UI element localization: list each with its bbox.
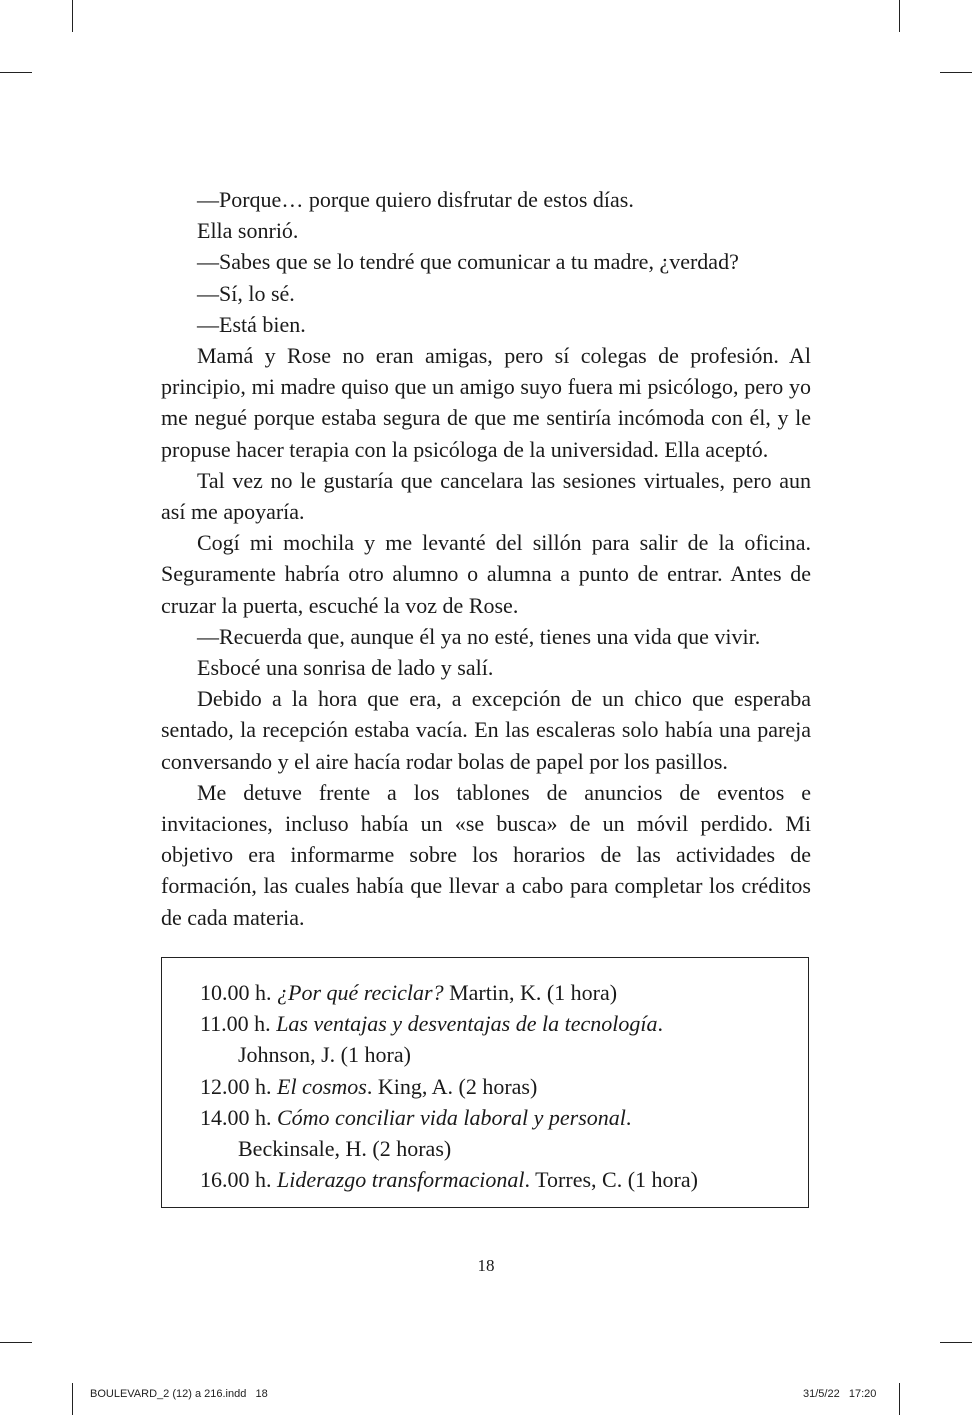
crop-mark-top-left xyxy=(72,0,73,32)
crop-mark-top-right xyxy=(899,0,900,32)
crop-mark-right-bottom xyxy=(940,1342,972,1343)
schedule-list xyxy=(200,977,698,1195)
crop-mark-right-top xyxy=(940,72,972,73)
schedule-title: El cosmos xyxy=(277,1073,367,1099)
paragraph: —Está bien. xyxy=(197,311,306,337)
crop-mark-left-top xyxy=(0,72,32,73)
schedule-box xyxy=(161,957,809,1208)
slug-file: BOULEVARD_2 (12) a 216.indd 18 xyxy=(90,1388,268,1400)
schedule-detail-continued: Beckinsale, H. (2 horas) xyxy=(238,1136,452,1162)
paragraph: —Porque… porque quiero disfrutar de estos días. xyxy=(197,187,634,212)
crop-mark-bottom-right xyxy=(899,1383,900,1415)
paragraph: Ella sonrió. xyxy=(197,218,299,244)
schedule-time: 12.00 h. xyxy=(200,1073,272,1099)
paragraph: Me detuve frente a los tablones de anuncios de eventos e invitaciones, incluso había un «se busca» de un móvil perdido. Mi objetivo era informarme sobre los horarios de las actividades de formación, las cuales había que llevar a cabo para completar los créditos de cada materia. xyxy=(161,779,811,930)
schedule-time: 11.00 h. xyxy=(200,1011,271,1037)
schedule-title: Liderazgo transformacional xyxy=(277,1167,525,1193)
paragraph: —Recuerda que, aunque él ya no esté, tienes una vida que vivir. xyxy=(197,623,761,649)
schedule-detail: . xyxy=(657,1011,663,1037)
schedule-detail: . xyxy=(625,1104,632,1130)
schedule-time: 16.00 h. xyxy=(200,1167,272,1193)
slug-date: 31/5/22 17:20 xyxy=(803,1388,877,1400)
paragraph: Esbocé una sonrisa de lado y salí. xyxy=(197,655,494,681)
paragraph: Debido a la hora que era, a excepción de un chico que esperaba sentado, la recepción estaba vacía. En las escaleras solo había una pareja conversando y el aire hacía rodar bolas de papel por los pasillos. xyxy=(161,686,811,774)
schedule-item xyxy=(200,1008,698,1070)
schedule-detail: Martin, K. (1 hora) xyxy=(443,980,618,1005)
schedule-item xyxy=(200,1102,698,1164)
body-text xyxy=(161,184,811,933)
crop-mark-bottom-left xyxy=(72,1383,73,1415)
schedule-item xyxy=(200,977,698,1008)
page-number: 18 xyxy=(477,1256,495,1275)
schedule-title: Las ventajas y desventajas de la tecnología xyxy=(276,1011,658,1037)
schedule-item xyxy=(200,1164,698,1195)
schedule-detail-continued: Johnson, J. (1 hora) xyxy=(238,1042,411,1068)
schedule-time: 10.00 h. xyxy=(200,980,272,1005)
paragraph: Mamá y Rose no eran amigas, pero sí colegas de profesión. Al principio, mi madre quiso que un amigo suyo fuera mi psicólogo, pero yo me negué porque estaba segura de que me sentiría incómoda con él, y le propuse hacer terapia con la psicóloga de la universidad. Ella aceptó. xyxy=(161,343,811,462)
paragraph: Cogí mi mochila y me levanté del sillón para salir de la oficina. Seguramente habría otro alumno o alumna a punto de entrar. Antes de cruzar la puerta, escuché la voz de Rose. xyxy=(161,530,811,618)
schedule-title: ¿Por qué reciclar? xyxy=(277,980,444,1005)
schedule-detail: . Torres, C. (1 hora) xyxy=(524,1167,698,1193)
crop-mark-left-bottom xyxy=(0,1342,32,1343)
schedule-time: 14.00 h. xyxy=(200,1104,272,1130)
paragraph: Tal vez no le gustaría que cancelara las sesiones virtuales, pero aun así me apoyaría. xyxy=(161,467,811,525)
paragraph: —Sí, lo sé. xyxy=(197,280,295,306)
schedule-detail: . King, A. (2 horas) xyxy=(366,1073,538,1099)
schedule-item xyxy=(200,1071,698,1102)
paragraph: —Sabes que se lo tendré que comunicar a tu madre, ¿verdad? xyxy=(197,249,739,275)
schedule-title: Cómo conciliar vida laboral y personal xyxy=(277,1104,626,1130)
